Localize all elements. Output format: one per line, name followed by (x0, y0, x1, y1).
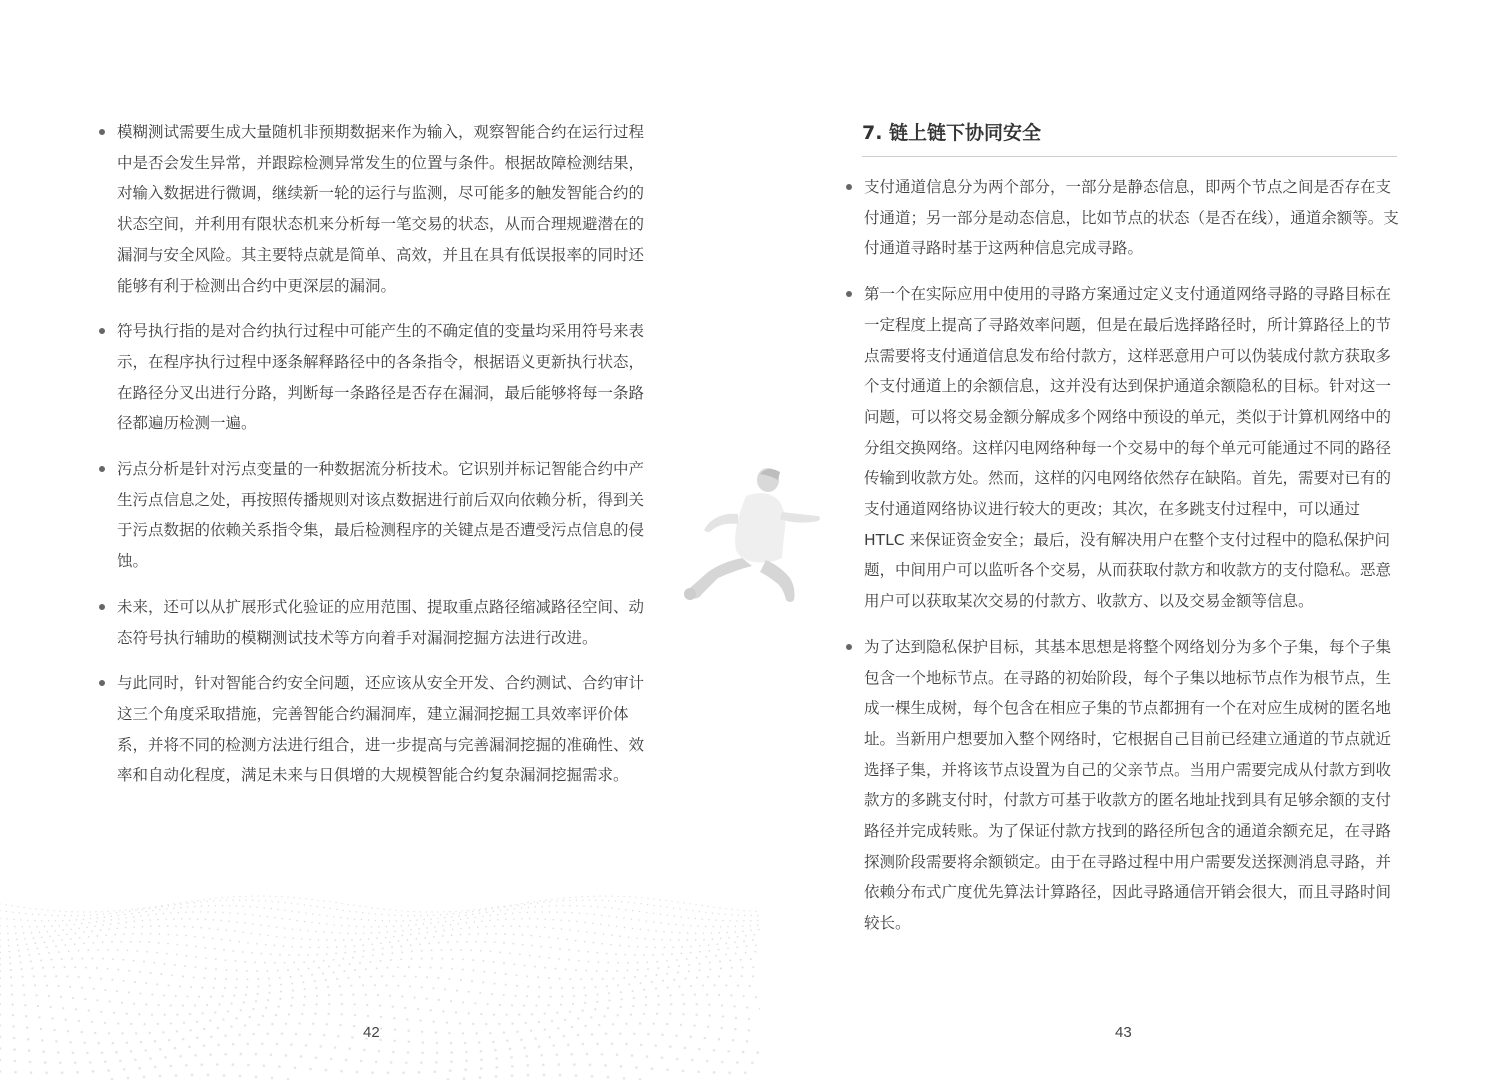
bullet-item: 为了达到隐私保护目标，其基本思想是将整个网络划分为多个子集，每个子集包含一个地标节点。在寻路的初始阶段，每个子集以地标节点作为根节点，生成一棵生成树，每个包含在相应子集的节点都拥有一个在对应生成树的匿名地址。当新用户想要加入整个网络时，它根据自己目前已经建立通道的节点就近选择子集，并将该节点设置为自己的父亲节点。当用户需要完成从付款方到收款方的多跳支付时，付款方可基于收款方的匿名地址找到具有足够余额的支付路径并完成转账。为了保证付款方找到的路径所包含的通道余额充足，在寻路探测阶段需要将余额锁定。由于在寻路过程中用户需要发送探测消息寻路，并依赖分布式广度优先算法计算路径，因此寻路通信开销会很大，而且寻路时间较长。 (844, 632, 1399, 939)
right-page (747, 0, 1495, 1080)
bullet-item: 未来，还可以从扩展形式化验证的应用范围、提取重点路径缩减路径空间、动态符号执行辅助的模糊测试技术等方向着手对漏洞挖掘方法进行改进。 (97, 592, 652, 653)
bullet-item: 污点分析是针对污点变量的一种数据流分析技术。它识别并标记智能合约中产生污点信息之处，再按照传播规则对该点数据进行前后双向依赖分析，得到关于污点数据的依赖关系指令集，最后检测程序的关键点是否遭受污点信息的侵蚀。 (97, 454, 652, 577)
bullet-item: 支付通道信息分为两个部分，一部分是静态信息，即两个节点之间是否存在支付通道；另一部分是动态信息，比如节点的状态（是否在线），通道余额等。支付通道寻路时基于这两种信息完成寻路。 (844, 172, 1399, 264)
bullet-item: 符号执行指的是对合约执行过程中可能产生的不确定值的变量均采用符号来表示，在程序执行过程中逐条解释路径中的各条指令，根据语义更新执行状态，在路径分叉出进行分路，判断每一条路径是否存在漏洞，最后能够将每一条路径都遍历检测一遍。 (97, 316, 652, 439)
left-page (0, 0, 747, 1080)
dotted-wave-icon (0, 890, 760, 1080)
right-bullet-list (844, 172, 1399, 954)
left-bullet-list (97, 117, 652, 806)
bullet-item: 与此同时，针对智能合约安全问题，还应该从安全开发、合约测试、合约审计这三个角度采取措施，完善智能合约漏洞库，建立漏洞挖掘工具效率评价体系，并将不同的检测方法进行组合，进一步提高与完善漏洞挖掘的准确性、效率和自动化程度，满足未来与日俱增的大规模智能合约复杂漏洞挖掘需求。 (97, 668, 652, 791)
section-title: 7. 链上链下协同安全 (862, 118, 1397, 157)
bullet-item: 第一个在实际应用中使用的寻路方案通过定义支付通道网络寻路的寻路目标在一定程度上提高了寻路效率问题，但是在最后选择路径时，所计算路径上的节点需要将支付通道信息发布给付款方，这样恶意用户可以伪装成付款方获取多个支付通道上的余额信息，这并没有达到保护通道余额隐私的目标。针对这一问题，可以将交易金额分解成多个网络中预设的单元，类似于计算机网络中的分组交换网络。这样闪电网络种每一个交易中的每个单元可能通过不同的路径传输到收款方处。然而，这样的闪电网络依然存在缺陷。首先，需要对已有的支付通道网络协议进行较大的更改；其次，在多跳支付过程中，可以通过 HTLC 来保证资金安全；最后，没有解决用户在整个支付过程中的隐私保护问题，中间用户可以监听各个交易，从而获取付款方和收款方的支付隐私。恶意用户可以获取某次交易的付款方、收款方、以及交易金额等信息。 (844, 279, 1399, 617)
page-number-left: 42 (363, 1024, 380, 1041)
bullet-item: 模糊测试需要生成大量随机非预期数据来作为输入，观察智能合约在运行过程中是否会发生异常，并跟踪检测异常发生的位置与条件。根据故障检测结果，对输入数据进行微调，继续新一轮的运行与监测，尽可能多的触发智能合约的状态空间，并利用有限状态机来分析每一笔交易的状态，从而合理规避潜在的漏洞与安全风险。其主要特点就是简单、高效，并且在具有低误报率的同时还能够有利于检测出合约中更深层的漏洞。 (97, 117, 652, 301)
page-number-right: 43 (1115, 1024, 1132, 1041)
